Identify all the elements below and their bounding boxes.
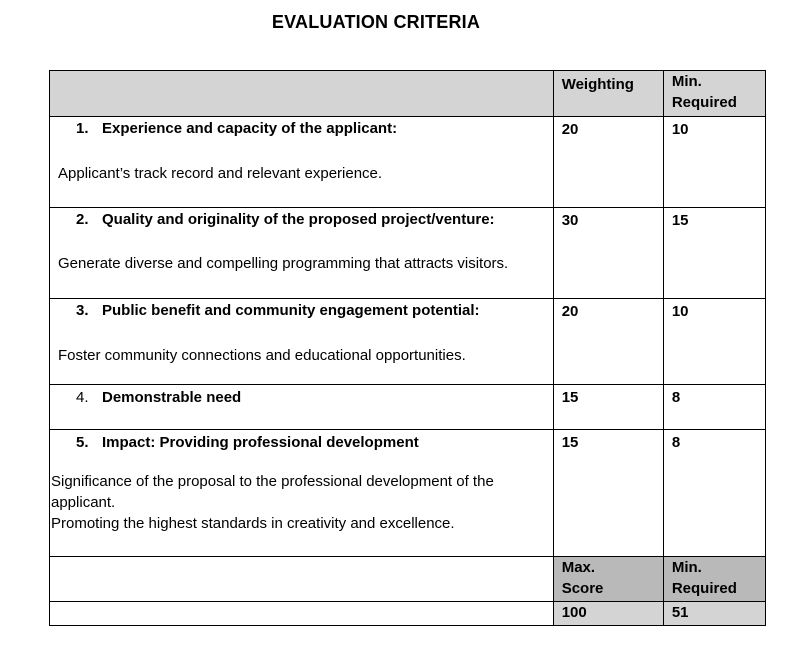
table-row [50, 385, 766, 430]
max-score-header-line2: Score [561, 580, 604, 597]
criterion-description-line: Generate diverse and compelling programming that attracts visitors. [58, 255, 509, 272]
criterion-cell [50, 299, 554, 385]
evaluation-criteria-table [49, 70, 766, 626]
table-header-row [50, 71, 766, 117]
totals-empty-cell [50, 557, 554, 602]
min-required-header-line1: Min. [671, 73, 702, 90]
weighting-value: 20 [553, 299, 663, 385]
criterion-title-text: Public benefit and community engagement potential: [102, 302, 480, 319]
weighting-value: 15 [553, 430, 663, 557]
totals-value-row [50, 602, 766, 626]
table-row [50, 299, 766, 385]
page-title: EVALUATION CRITERIA [271, 12, 481, 32]
min-required-value: 8 [663, 430, 765, 557]
criterion-title-text: Experience and capacity of the applicant: [102, 120, 398, 137]
weighting-header-cell [553, 71, 663, 117]
criterion-description-line: Applicant’s track record and relevant experience. [58, 165, 383, 182]
criterion-description [50, 163, 553, 184]
max-score-header-line1: Max. [561, 559, 596, 576]
totals-header-row [50, 557, 766, 602]
criterion-cell [50, 117, 554, 208]
criterion-title [50, 432, 553, 453]
criterion-description [50, 253, 553, 274]
criterion-title [50, 387, 553, 408]
criterion-number: 5. [76, 434, 89, 451]
weighting-value: 15 [553, 385, 663, 430]
criterion-cell [50, 208, 554, 299]
criterion-number: 4. [76, 389, 89, 406]
min-required-header-cell [663, 71, 765, 117]
criterion-description-line: Foster community connections and educational opportunities. [58, 347, 466, 364]
table-row [50, 208, 766, 299]
criterion-title-text: Impact: Providing professional development [102, 434, 419, 451]
criterion-title-text: Quality and originality of the proposed project/venture: [102, 211, 495, 228]
total-min-required-value: 51 [663, 602, 765, 626]
table-row [50, 430, 766, 557]
criterion-number: 2. [76, 211, 89, 228]
criterion-cell [50, 430, 554, 557]
min-required-header-line2: Required [671, 94, 737, 111]
max-score-header-cell [553, 557, 663, 602]
criterion-title [50, 118, 553, 139]
criterion-title [50, 300, 553, 321]
criterion-description-line: Significance of the proposal to the professional development of the applicant. [51, 473, 494, 511]
criterion-cell [50, 385, 554, 430]
criterion-description-line: Promoting the highest standards in creativity and excellence. [51, 515, 455, 532]
weighting-value: 20 [553, 117, 663, 208]
min-required-value: 15 [663, 208, 765, 299]
totals-empty-cell [50, 602, 554, 626]
criteria-header-cell [50, 71, 554, 117]
table-row [50, 117, 766, 208]
criterion-description [50, 345, 553, 366]
total-min-required-header-line1: Min. [671, 559, 702, 576]
total-min-required-header-cell [663, 557, 765, 602]
total-min-required-header-line2: Required [671, 580, 737, 597]
criterion-description [50, 471, 553, 534]
criterion-title-text: Demonstrable need [102, 389, 242, 406]
max-score-value: 100 [553, 602, 663, 626]
criterion-title [50, 209, 553, 230]
criterion-number: 1. [76, 120, 89, 137]
criterion-number: 3. [76, 302, 89, 319]
min-required-value: 8 [663, 385, 765, 430]
min-required-value: 10 [663, 117, 765, 208]
min-required-value: 10 [663, 299, 765, 385]
weighting-header: Weighting [561, 76, 634, 93]
weighting-value: 30 [553, 208, 663, 299]
